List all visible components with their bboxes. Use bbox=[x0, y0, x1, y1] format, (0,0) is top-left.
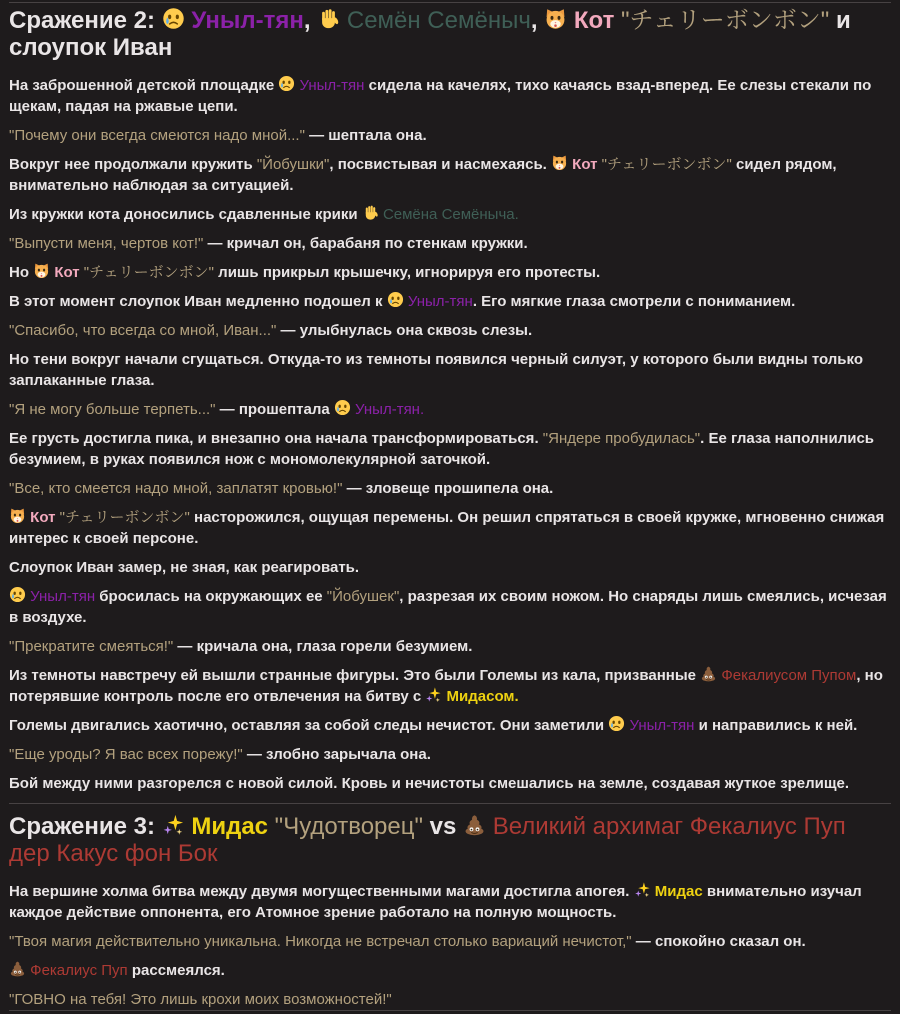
story-paragraph bbox=[9, 773, 891, 794]
text-segment-midas: Мидас bbox=[184, 813, 269, 840]
text-segment-cat: Кот bbox=[567, 7, 615, 34]
story-paragraph bbox=[9, 233, 891, 254]
cat-face-icon bbox=[9, 507, 26, 524]
text-segment-quote: "チェリーボンボン" bbox=[55, 509, 190, 526]
story-paragraph bbox=[9, 154, 891, 196]
text-segment-narration: Из темноты навстречу ей вышли странные фигуры. Это были Големы из кала, призванные bbox=[9, 667, 701, 684]
text-segment-narration: — улыбнулась она сквозь слезы. bbox=[276, 322, 533, 339]
text-segment-narration: . Его мягкие глаза смотрели с пониманием. bbox=[472, 293, 796, 310]
section-divider bbox=[9, 803, 891, 804]
story-paragraph bbox=[9, 262, 891, 283]
story-paragraph bbox=[9, 75, 891, 117]
text-segment-quote: "Почему они всегда смеются надо мной..." bbox=[9, 127, 305, 144]
text-segment-narration: рассмеялся. bbox=[127, 962, 225, 979]
story-paragraph bbox=[9, 125, 891, 146]
text-segment-cat: Кот bbox=[568, 156, 598, 173]
text-segment-narration: лишь прикрыл крышечку, игнорируя его протесты. bbox=[214, 264, 601, 281]
text-segment-fecalius: Фекалиус Пуп bbox=[26, 962, 128, 979]
text-segment-unyl: Уныл-тян bbox=[26, 588, 96, 605]
text-segment-narration: внимательно изучал каждое действие оппонента, его Атомное зрение работало на полную мощность. bbox=[9, 883, 862, 921]
crying-face-icon bbox=[9, 586, 26, 603]
cat-face-icon bbox=[551, 154, 568, 171]
text-segment-narration: — прошептала bbox=[215, 401, 334, 418]
text-segment-narration: , разрезая их своим ножом. Но снаряды лишь смеялись, исчезая в воздухе. bbox=[9, 588, 887, 626]
text-segment-unyl: Уныл-тян bbox=[184, 7, 304, 34]
text-segment-unyl: Уныл-тян bbox=[625, 717, 695, 734]
text-segment-fecalius: Фекалиусом Пупом bbox=[717, 667, 857, 684]
text-segment-narration: — злобно зарычала она. bbox=[242, 746, 431, 763]
text-segment-narration: , bbox=[303, 7, 318, 34]
text-segment-unyl: Уныл-тян. bbox=[350, 401, 425, 418]
text-segment-quote: "チェリーボンボン" bbox=[597, 156, 732, 173]
text-segment-narration: Но bbox=[9, 264, 34, 281]
story-paragraph bbox=[9, 204, 891, 225]
crying-face-icon bbox=[162, 7, 185, 30]
text-segment-narration: , bbox=[530, 7, 545, 34]
story-paragraph bbox=[9, 428, 891, 470]
text-segment-midas: Мидасом. bbox=[442, 688, 519, 705]
story-paragraph bbox=[9, 665, 891, 707]
story-paragraph bbox=[9, 931, 891, 952]
text-segment-narration: Ее грусть достигла пика, и внезапно она начала трансформироваться. bbox=[9, 430, 543, 447]
text-segment-quote: "Йобушки" bbox=[256, 156, 330, 173]
story-paragraph bbox=[9, 715, 891, 736]
text-segment-narration: — кричал он, барабаня по стенкам кружки. bbox=[203, 235, 528, 252]
section-divider bbox=[9, 2, 891, 3]
text-segment-narration: В этот момент слоупок Иван медленно подошел к bbox=[9, 293, 387, 310]
story-paragraph bbox=[9, 478, 891, 499]
story-paragraph bbox=[9, 507, 891, 549]
story-paragraph bbox=[9, 960, 891, 981]
story-paragraph bbox=[9, 320, 891, 341]
text-segment-semyon: Семёна Семёныча. bbox=[378, 206, 519, 223]
text-segment-narration: Сражение 3: bbox=[9, 813, 162, 840]
story-paragraph bbox=[9, 636, 891, 657]
text-segment-semyon: Семён Семёныч bbox=[340, 7, 531, 34]
section-divider bbox=[9, 1010, 891, 1011]
crying-face-icon bbox=[608, 715, 625, 732]
text-segment-unyl: Уныл-тян bbox=[295, 77, 365, 94]
text-segment-narration: сидел рядом, внимательно наблюдая за ситуацией. bbox=[9, 156, 837, 194]
text-segment-narration: , посвистывая и насмехаясь. bbox=[329, 156, 551, 173]
text-segment-narration: На заброшенной детской площадке bbox=[9, 77, 279, 94]
text-segment-narration: . Ее глаза наполнились безумием, в руках появился нож с мономолекулярной заточкой. bbox=[9, 430, 875, 468]
text-segment-narration: Слоупок Иван замер, не зная, как реагировать. bbox=[9, 559, 360, 576]
text-segment-quote: "Я не могу больше терпеть..." bbox=[9, 401, 216, 418]
pile-of-poo-icon bbox=[700, 665, 717, 682]
text-segment-narration: сидела на качелях, тихо качаясь взад-вперед. Ее слезы стекали по щекам, падая на ржавые цепи. bbox=[9, 77, 872, 115]
text-segment-quote: "チェリーボンボン" bbox=[614, 7, 830, 34]
story-paragraph bbox=[9, 881, 891, 923]
text-segment-fecalius: Великий архимаг Фекалиус Пуп дер Какус фон Бок bbox=[9, 813, 846, 867]
text-segment-cat: Кот bbox=[26, 509, 56, 526]
text-segment-quote: "Яндере пробудилась" bbox=[542, 430, 701, 447]
text-segment-narration: — кричала она, глаза горели безумием. bbox=[173, 638, 473, 655]
story-paragraph bbox=[9, 399, 891, 420]
text-segment-cat: Кот bbox=[50, 264, 80, 281]
text-segment-narration: и слоупок Иван bbox=[9, 7, 851, 61]
text-segment-midas: Мидас bbox=[650, 883, 703, 900]
crying-face-icon bbox=[278, 75, 295, 92]
text-segment-quote: "Выпусти меня, чертов кот!" bbox=[9, 235, 204, 252]
crying-face-icon bbox=[334, 399, 351, 416]
text-segment-narration: Вокруг нее продолжали кружить bbox=[9, 156, 257, 173]
text-segment-unyl: Уныл-тян bbox=[403, 293, 473, 310]
story-paragraph bbox=[9, 349, 891, 391]
text-segment-narration: — спокойно сказал он. bbox=[631, 933, 806, 950]
sparkles-icon bbox=[162, 813, 185, 836]
raised-hand-icon bbox=[317, 7, 340, 30]
text-segment-narration: На вершине холма битва между двумя могущественными магами достигла апогея. bbox=[9, 883, 634, 900]
text-segment-quote: "チェリーボンボン" bbox=[79, 264, 215, 281]
story-paragraph bbox=[9, 291, 891, 312]
text-segment-narration: , но потерявшие контроль после его отвлечения на битву с bbox=[9, 667, 883, 705]
text-segment-narration: Бой между ними разгорелся с новой силой. Кровь и нечистоты смешались на земле, создавая жуткое зрелище. bbox=[9, 775, 850, 792]
cat-face-icon bbox=[544, 7, 567, 30]
text-segment-narration: — шептала она. bbox=[304, 127, 427, 144]
text-segment-narration: Из кружки кота доносились сдавленные крики bbox=[9, 206, 362, 223]
text-segment-quote: "Еще уроды? Я вас всех порежу!" bbox=[9, 746, 243, 763]
text-segment-narration: — зловеще прошипела она. bbox=[342, 480, 554, 497]
text-segment-narration: Сражение 2: bbox=[9, 7, 162, 34]
story-paragraph bbox=[9, 744, 891, 765]
sparkles-icon bbox=[634, 881, 651, 898]
text-segment-quote: "Йобушек" bbox=[326, 588, 400, 605]
text-segment-quote: "Твоя магия действительно уникальна. Никогда не встречал столько вариаций нечистот," bbox=[9, 933, 632, 950]
battle-heading bbox=[9, 7, 891, 61]
cat-face-icon bbox=[33, 262, 50, 279]
story-paragraph bbox=[9, 989, 891, 1010]
text-segment-narration: бросилась на окружающих ее bbox=[95, 588, 327, 605]
text-segment-quote: "Чудотворец" bbox=[268, 813, 424, 840]
raised-hand-icon bbox=[362, 204, 379, 221]
text-segment-quote: "Прекратите смеяться!" bbox=[9, 638, 174, 655]
story-paragraph bbox=[9, 557, 891, 578]
chat-page bbox=[0, 2, 900, 1014]
text-segment-narration: vs bbox=[423, 813, 464, 840]
pile-of-poo-icon bbox=[463, 813, 486, 836]
text-segment-quote: "ГОВНО на тебя! Это лишь крохи моих возможностей!" bbox=[9, 991, 392, 1008]
crying-face-icon bbox=[387, 291, 404, 308]
chat-log bbox=[9, 2, 891, 1010]
text-segment-quote: "Все, кто смеется надо мной, заплатят кровью!" bbox=[9, 480, 343, 497]
battle-heading bbox=[9, 813, 891, 867]
text-segment-narration: Големы двигались хаотично, оставляя за собой следы нечистот. Они заметили bbox=[9, 717, 609, 734]
story-paragraph bbox=[9, 586, 891, 628]
text-segment-narration: и направились к ней. bbox=[694, 717, 858, 734]
text-segment-narration: Но тени вокруг начали сгущаться. Откуда-то из темноты появился черный силуэт, у которого были видны только заплаканные глаза. bbox=[9, 351, 863, 389]
text-segment-narration: насторожился, ощущая перемены. Он решил спрятаться в своей кружке, мгновенно снижая интерес к своей персоне. bbox=[9, 509, 885, 547]
pile-of-poo-icon bbox=[9, 960, 26, 977]
sparkles-icon bbox=[425, 686, 442, 703]
text-segment-quote: "Спасибо, что всегда со мной, Иван..." bbox=[9, 322, 277, 339]
